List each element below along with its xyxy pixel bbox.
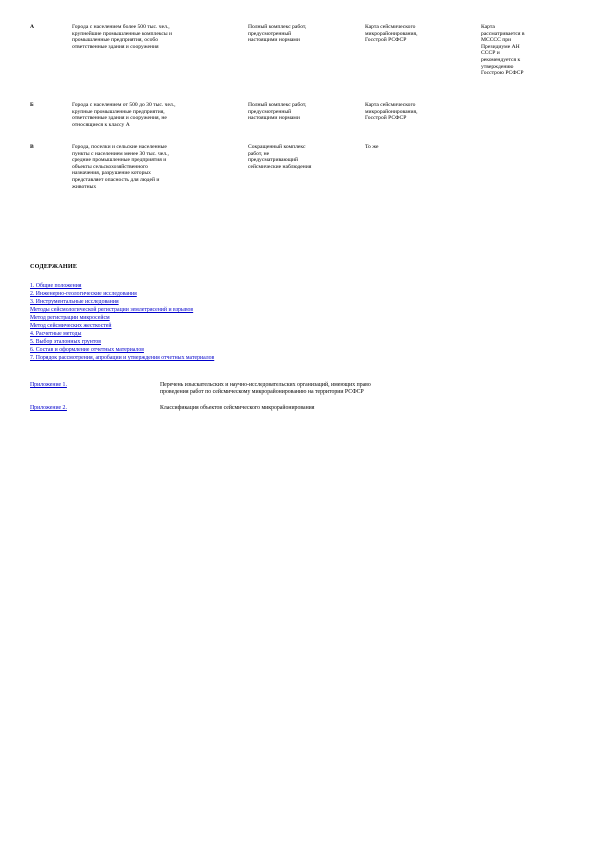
appendix-1-description: Перечень изыскательских и научно-исследовательских организаций, имеющих право проведения работ по сейсмическому микрорайонированию на территории РСФСР — [160, 382, 371, 395]
work-scope-cell: Полный комплекс работ, предусмотренный настоящими нормами — [248, 102, 307, 122]
contents-link-seismological-registration[interactable]: Методы сейсмологической регистрации землетрясений и взрывов — [30, 307, 194, 313]
work-scope-cell: Полный комплекс работ, предусмотренный настоящими нормами — [248, 24, 307, 44]
contents-link-reference-soils[interactable]: 5. Выбор эталонных грунтов — [30, 339, 102, 345]
output-cell: То же — [365, 144, 379, 150]
objects-cell: Города с населением более 500 тыс. чел., крупнейшие промышленные комплексы и промышленные предприятия, особо ответственные здания и сооружения — [72, 24, 173, 50]
contents-link-instrumental-research[interactable]: 3. Инструментальные исследования — [30, 299, 119, 305]
category-cell: А — [30, 24, 35, 30]
category-cell: В — [30, 144, 34, 150]
contents-link-general-provisions[interactable]: 1. Общие положения — [30, 283, 82, 289]
contents-link-microseism-registration[interactable]: Метод регистрации микросейсм — [30, 315, 110, 321]
contents-link-calculation-methods[interactable]: 4. Расчетные методы — [30, 331, 82, 337]
contents-link-seismic-rigidity[interactable]: Метод сейсмических жесткостей — [30, 323, 112, 329]
contents-link-review-approval[interactable]: 7. Порядок рассмотрения, апробации и утверждения отчетных материалов — [30, 355, 215, 361]
appendix-1-link[interactable]: Приложение 1. — [30, 382, 67, 388]
contents-list — [30, 282, 550, 362]
work-scope-cell: Сокращенный комплекс работ, не предусматривающий сейсмические наблюдения — [248, 144, 312, 170]
contents-link-report-materials[interactable]: 6. Состав и оформление отчетных материалов — [30, 347, 144, 353]
appendix-2-link[interactable]: Приложение 2. — [30, 405, 67, 411]
output-cell: Карта сейсмического микрорайонирования, Госстрой РСФСР — [365, 102, 418, 122]
objects-cell: Города с населением от 500 до 30 тыс. чел., крупные промышленные предприятия, ответственные здания и сооружения, не относящиеся к классу А — [72, 102, 176, 128]
category-cell: Б — [30, 102, 34, 108]
contents-link-geological-research[interactable]: 2. Инженерно-геологические исследования — [30, 291, 137, 297]
objects-cell: Города, поселки и сельские населенные пункты с населением менее 30 тыс. чел., средние промышленные предприятия и объекты сельскохозяйственного назначения, разрушение которых представляет опасность для людей и животных — [72, 144, 169, 190]
contents-title: СОДЕРЖАНИЕ — [30, 263, 78, 270]
approval-cell: Карта рассматривается в МСССС при Президиуме АН СССР и рекомендуется к утверждению Госстрою РСФСР — [481, 24, 525, 77]
output-cell: Карта сейсмического микрорайонирования, Госстрой РСФСР — [365, 24, 418, 44]
appendix-2-description: Классификация объектов сейсмического микрорайонирования — [160, 405, 315, 411]
